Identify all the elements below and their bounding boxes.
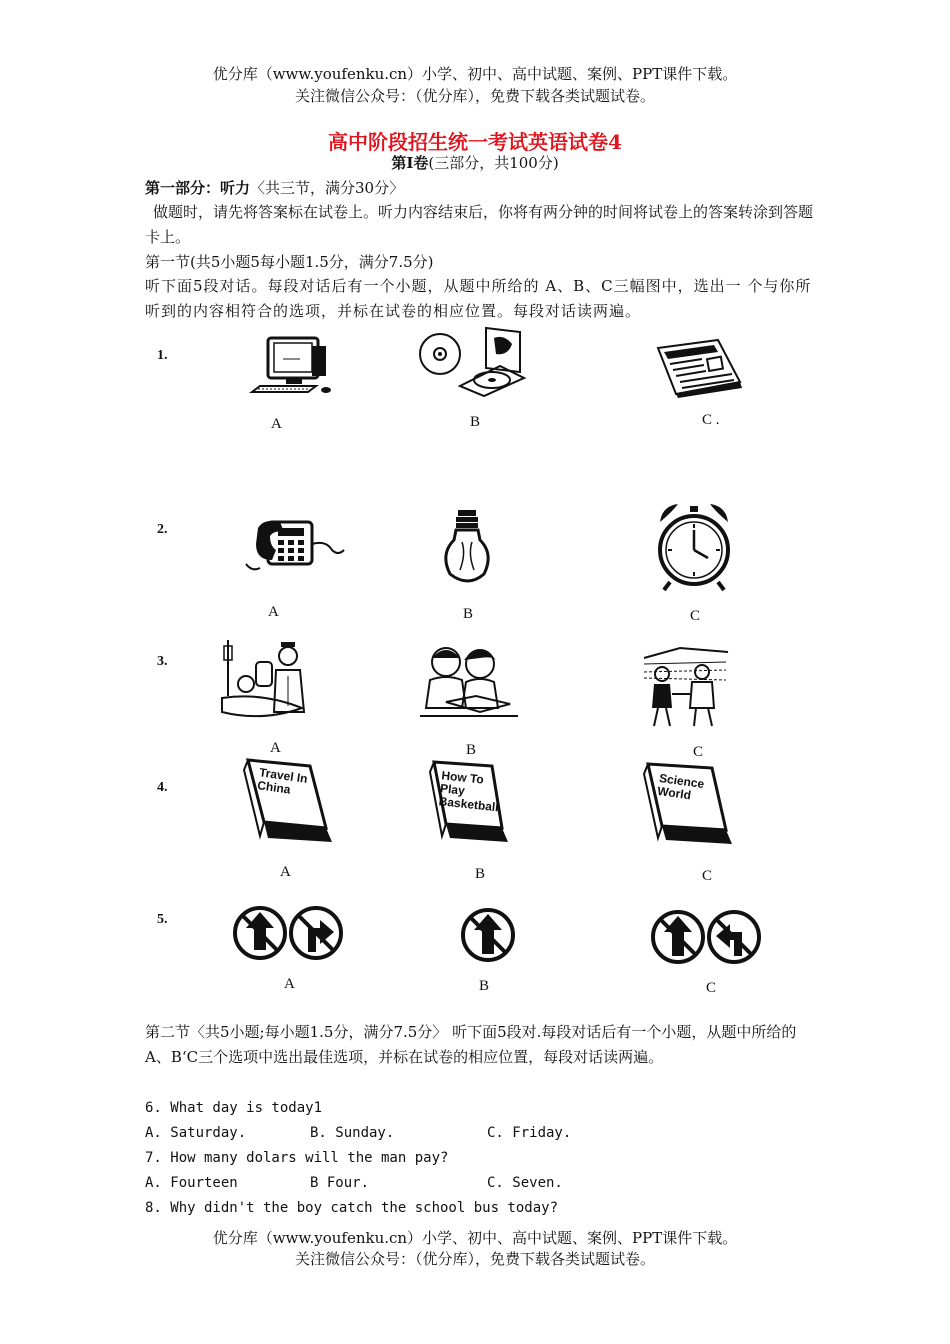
part1-heading-bold: 第一部分：听力: [145, 179, 251, 197]
option-label: C .: [702, 412, 720, 428]
section2-instruction: 第二节〈共5小题;每小题1.5分，满分7.5分〉 听下面5段对.每段对话后有一个小题，从题中所给的A、B‘C三个选项中选出最佳选项，并标在试卷的相应位置，每段对话读两遍。: [145, 1023, 797, 1066]
part1-instruction: 做题时，请先将答案标在试卷上。听力内容结束后，你将有两分钟的时间将试卷上的答案转涂到答题卡上。: [145, 203, 814, 246]
alarm-clock-icon: [654, 500, 734, 592]
hospital-scene-icon: [218, 636, 318, 722]
question-number: 5.: [157, 912, 168, 927]
cd-player-icon: [416, 322, 526, 398]
exam-subtitle: [0, 152, 950, 173]
part1-heading-rest: 〈共三节，满分30分〉: [250, 179, 405, 197]
book-title: Travel In China: [256, 765, 309, 797]
question-number: 1.: [157, 348, 168, 363]
option-label: B: [466, 742, 477, 758]
no-straight-no-left-turn-sign-icon: [650, 908, 762, 966]
header-line-2: 关注微信公众号：（优分库），免费下载各类试题试卷。: [294, 87, 655, 105]
students-reading-icon: [416, 640, 522, 722]
exam-title: 高中阶段招生统一考试英语试卷4: [328, 130, 622, 154]
section1-instruction: 听下面5段对话。每段对话后有一个小题，从题中所给的 A、B、C三幅图中，选出一 个与你所听到的内容相符合的选项，并标在试卷的相应位置。每段对话读两遍。: [145, 277, 812, 320]
volume-label: 第Ⅰ卷: [391, 154, 429, 172]
option-label: A: [268, 604, 279, 620]
question-7-option-b: B Four.: [310, 1175, 370, 1191]
book-icon: [642, 760, 738, 856]
option-label: C: [702, 868, 713, 884]
question-number: 3.: [157, 654, 168, 669]
option-label: A: [280, 864, 291, 880]
option-label: C: [690, 608, 701, 624]
telephone-icon: [240, 514, 345, 576]
no-straight-no-right-turn-sign-icon: [232, 904, 344, 962]
book-icon: [428, 758, 518, 854]
option-label: A: [284, 976, 295, 992]
book-title: Science World: [656, 770, 706, 803]
question-8: 8. Why didn't the boy catch the school bus today?: [145, 1200, 559, 1216]
question-6-option-a: A. Saturday.: [145, 1125, 247, 1141]
newspaper-icon: [654, 338, 744, 398]
question-7: 7. How many dolars will the man pay?: [145, 1150, 449, 1166]
computer-icon: [248, 334, 338, 402]
book-icon: [240, 756, 340, 852]
option-label: C: [706, 980, 717, 996]
option-label: A: [270, 740, 281, 756]
question-6-option-b: B. Sunday.: [310, 1125, 395, 1141]
question-7-option-a: A. Fourteen: [145, 1175, 238, 1191]
option-label: A: [271, 416, 282, 432]
people-walking-icon: [640, 644, 730, 728]
question-6: 6. What day is today1: [145, 1100, 323, 1116]
option-label: C: [693, 744, 704, 760]
book-title: How To Play Basketball: [438, 768, 500, 815]
header-line-1: 优分库（www.youfenku.cn）小学、初中、高中试题、案例、PPT课件下载。: [212, 65, 738, 83]
light-bulb-icon: [436, 506, 496, 588]
question-7-option-c: C. Seven.: [487, 1175, 563, 1191]
footer-line-2: 关注微信公众号：（优分库），免费下载各类试题试卷。: [294, 1250, 655, 1268]
section1-heading: 第一节(共5小题5每小题1.5分，满分7.5分): [145, 253, 434, 271]
no-straight-sign-icon: [458, 906, 518, 964]
volume-info: (三部分，共100分): [428, 154, 559, 172]
question-number: 4.: [157, 780, 168, 795]
footer-line-1: 优分库（www.youfenku.cn）小学、初中、高中试题、案例、PPT课件下载。: [212, 1229, 738, 1247]
option-label: B: [470, 414, 481, 430]
part1-heading: [145, 176, 813, 201]
option-label: B: [463, 606, 474, 622]
option-label: B: [475, 866, 486, 882]
option-label: B: [479, 978, 490, 994]
question-number: 2.: [157, 522, 168, 537]
question-6-option-c: C. Friday.: [487, 1125, 572, 1141]
